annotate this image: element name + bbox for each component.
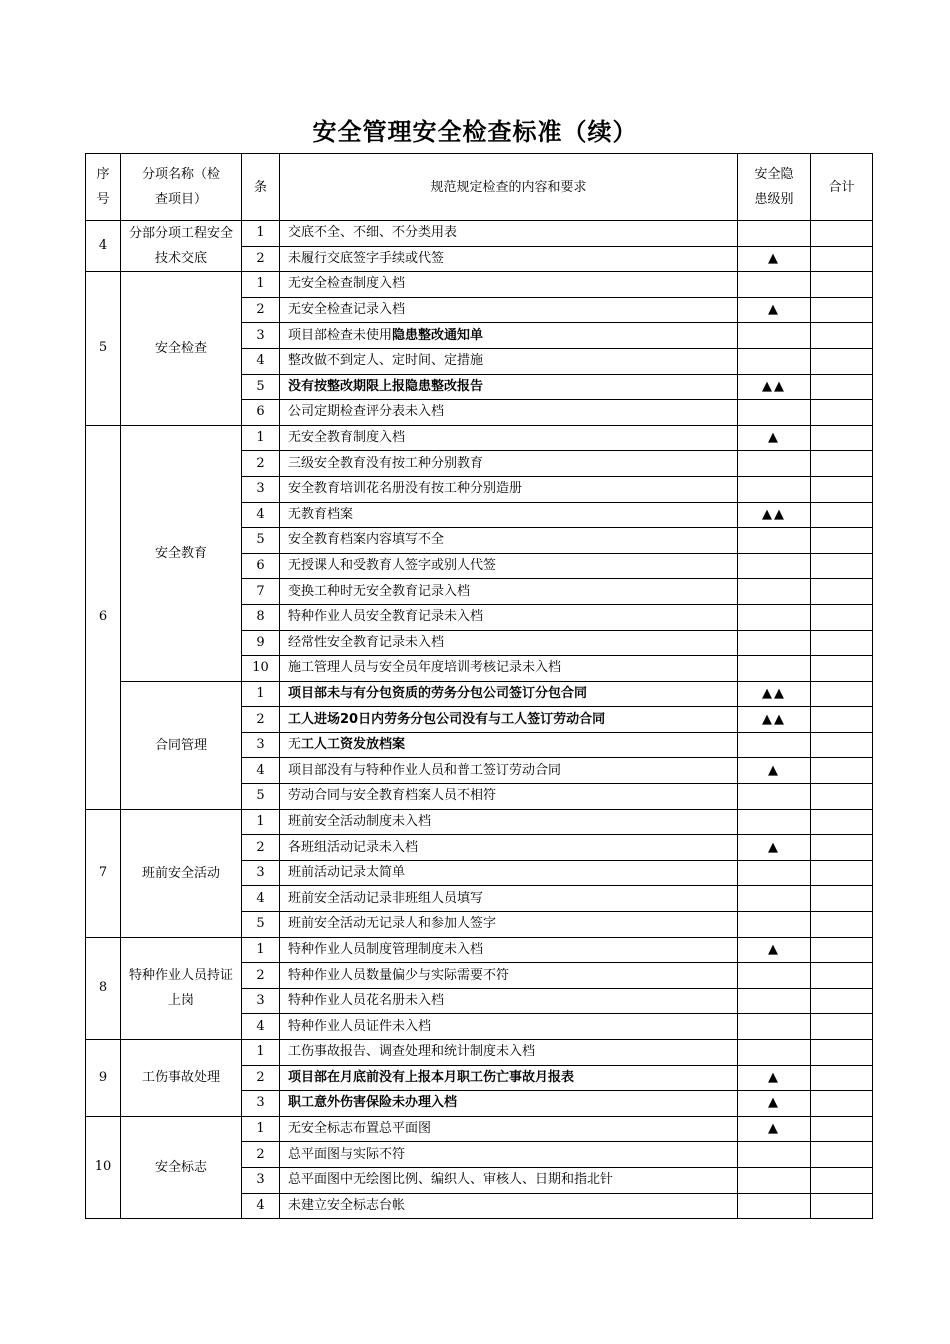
content-text: 班前安全活动记录非班组人员填写 — [288, 890, 484, 906]
total-cell — [811, 604, 873, 630]
total-cell — [811, 1167, 873, 1193]
content-text: 总平面图与实际不符 — [288, 1146, 406, 1162]
hazard-level-cell — [738, 476, 811, 502]
content-cell — [280, 451, 738, 477]
table-row — [86, 425, 873, 451]
content-text: 工伤事故报告、调查处理和统计制度未入档 — [288, 1044, 536, 1060]
content-cell — [280, 681, 738, 707]
content-cell — [280, 809, 738, 835]
content-cell — [280, 323, 738, 349]
total-cell — [811, 912, 873, 938]
hazard-level-cell — [738, 912, 811, 938]
clause-number-cell: 3 — [242, 860, 280, 886]
hazard-level-cell — [738, 860, 811, 886]
table-row — [86, 272, 873, 298]
content-cell — [280, 297, 738, 323]
clause-number-cell: 5 — [242, 912, 280, 938]
clause-number-cell: 10 — [242, 656, 280, 682]
hazard-level-cell — [738, 809, 811, 835]
section-name-cell: 安全教育 — [121, 425, 242, 681]
hazard-level-cell — [738, 451, 811, 477]
content-cell — [280, 630, 738, 656]
header-content: 规范规定检查的内容和要求 — [280, 154, 738, 221]
clause-number-cell: 4 — [242, 502, 280, 528]
hazard-level-cell: ▲ — [738, 835, 811, 861]
total-cell — [811, 272, 873, 298]
header-item: 分项名称（检查项目） — [121, 154, 242, 221]
content-text: 无安全教育制度入档 — [288, 430, 406, 446]
clause-number-cell: 1 — [242, 681, 280, 707]
content-cell — [280, 656, 738, 682]
content-text: 整改做不到定人、定时间、定措施 — [288, 353, 484, 369]
section-name-cell: 合同管理 — [121, 681, 242, 809]
total-cell — [811, 656, 873, 682]
hazard-level-cell — [738, 784, 811, 810]
seq-cell: 7 — [86, 809, 121, 937]
hazard-level-cell — [738, 221, 811, 247]
hazard-level-cell — [738, 630, 811, 656]
total-cell — [811, 784, 873, 810]
content-text: 特种作业人员花名册未入档 — [288, 993, 445, 1009]
clause-number-cell: 2 — [242, 246, 280, 272]
clause-number-cell: 4 — [242, 1193, 280, 1219]
clause-number-cell: 3 — [242, 1167, 280, 1193]
content-cell — [280, 246, 738, 272]
hazard-level-cell — [738, 886, 811, 912]
clause-number-cell: 2 — [242, 963, 280, 989]
content-text: 变换工种时无安全教育记录入档 — [288, 583, 471, 599]
content-cell — [280, 1065, 738, 1091]
hazard-level-cell — [738, 604, 811, 630]
section-name-cell: 特种作业人员持证上岗 — [121, 937, 242, 1039]
hazard-level-cell: ▲ — [738, 246, 811, 272]
hazard-level-cell — [738, 988, 811, 1014]
content-bold-text: 工人工资发放档案 — [301, 737, 406, 753]
content-cell — [280, 528, 738, 554]
content-text: 各班组活动记录未入档 — [288, 839, 419, 855]
hazard-level-cell — [738, 732, 811, 758]
hazard-level-cell — [738, 1193, 811, 1219]
header-level: 安全隐患级别 — [738, 154, 811, 221]
content-text: 项目部没有与特种作业人员和普工签订劳动合同 — [288, 762, 562, 778]
hazard-level-cell — [738, 1167, 811, 1193]
content-text: 工人进场20日内劳务分包公司没有与工人签订劳动合同 — [288, 711, 606, 727]
clause-number-cell: 4 — [242, 758, 280, 784]
content-cell — [280, 348, 738, 374]
content-text: 施工管理人员与安全员年度培训考核记录未入档 — [288, 660, 562, 676]
hazard-level-cell — [738, 348, 811, 374]
content-cell — [280, 374, 738, 400]
hazard-level-cell: ▲▲ — [738, 681, 811, 707]
seq-cell: 8 — [86, 937, 121, 1039]
total-cell — [811, 502, 873, 528]
total-cell — [811, 707, 873, 733]
content-bold-text: 隐患整改通知单 — [392, 327, 484, 343]
hazard-level-cell — [738, 656, 811, 682]
seq-cell: 5 — [86, 272, 121, 426]
content-cell — [280, 937, 738, 963]
hazard-level-cell: ▲ — [738, 937, 811, 963]
hazard-level-cell: ▲ — [738, 1116, 811, 1142]
hazard-level-cell: ▲ — [738, 758, 811, 784]
total-cell — [811, 579, 873, 605]
header-clause: 条 — [242, 154, 280, 221]
content-cell — [280, 1167, 738, 1193]
total-cell — [811, 323, 873, 349]
total-cell — [811, 758, 873, 784]
table-row — [86, 809, 873, 835]
total-cell — [811, 1065, 873, 1091]
clause-number-cell: 1 — [242, 1040, 280, 1066]
content-cell — [280, 963, 738, 989]
clause-number-cell: 2 — [242, 451, 280, 477]
hazard-level-cell — [738, 272, 811, 298]
clause-number-cell: 2 — [242, 835, 280, 861]
seq-cell: 4 — [86, 221, 121, 272]
content-text: 无授课人和受教育人签字或别人代签 — [288, 558, 497, 574]
content-cell — [280, 221, 738, 247]
clause-number-cell: 6 — [242, 553, 280, 579]
clause-number-cell: 5 — [242, 528, 280, 554]
content-cell — [280, 784, 738, 810]
total-cell — [811, 246, 873, 272]
content-text: 未建立安全标志台帐 — [288, 1197, 406, 1213]
hazard-level-cell — [738, 323, 811, 349]
content-cell — [280, 912, 738, 938]
content-text: 未履行交底签字手续或代签 — [288, 250, 445, 266]
total-cell — [811, 1040, 873, 1066]
total-cell — [811, 1116, 873, 1142]
clause-number-cell: 2 — [242, 707, 280, 733]
seq-cell: 9 — [86, 1040, 121, 1117]
section-name-cell: 分部分项工程安全技术交底 — [121, 221, 242, 272]
clause-number-cell: 9 — [242, 630, 280, 656]
header-total: 合计 — [811, 154, 873, 221]
content-cell — [280, 1142, 738, 1168]
total-cell — [811, 374, 873, 400]
clause-number-cell: 5 — [242, 784, 280, 810]
hazard-level-cell: ▲▲ — [738, 707, 811, 733]
content-cell — [280, 732, 738, 758]
total-cell — [811, 988, 873, 1014]
seq-cell: 10 — [86, 1116, 121, 1218]
total-cell — [811, 476, 873, 502]
total-cell — [811, 1142, 873, 1168]
table-row — [86, 937, 873, 963]
clause-number-cell: 2 — [242, 1142, 280, 1168]
content-cell — [280, 707, 738, 733]
total-cell — [811, 1091, 873, 1117]
hazard-level-cell — [738, 1040, 811, 1066]
content-cell — [280, 400, 738, 426]
content-text: 特种作业人员安全教育记录未入档 — [288, 609, 484, 625]
content-text: 项目部未与有分包资质的劳务分包公司签订分包合同 — [288, 685, 588, 701]
total-cell — [811, 400, 873, 426]
content-text: 特种作业人员制度管理制度未入档 — [288, 941, 484, 957]
clause-number-cell: 7 — [242, 579, 280, 605]
content-cell — [280, 886, 738, 912]
total-cell — [811, 835, 873, 861]
clause-number-cell: 3 — [242, 988, 280, 1014]
hazard-level-cell — [738, 579, 811, 605]
clause-number-cell: 3 — [242, 476, 280, 502]
clause-number-cell: 5 — [242, 374, 280, 400]
table-row — [86, 681, 873, 707]
content-cell — [280, 425, 738, 451]
page-title: 安全管理安全检查标准（续） — [312, 118, 638, 146]
content-cell — [280, 860, 738, 886]
hazard-level-cell: ▲▲ — [738, 502, 811, 528]
total-cell — [811, 1014, 873, 1040]
total-cell — [811, 425, 873, 451]
total-cell — [811, 297, 873, 323]
content-cell — [280, 476, 738, 502]
content-cell — [280, 988, 738, 1014]
section-name-cell: 班前安全活动 — [121, 809, 242, 937]
content-cell — [280, 272, 738, 298]
content-cell — [280, 502, 738, 528]
hazard-level-cell — [738, 963, 811, 989]
content-text: 无 — [288, 737, 302, 753]
total-cell — [811, 528, 873, 554]
clause-number-cell: 3 — [242, 1091, 280, 1117]
clause-number-cell: 3 — [242, 323, 280, 349]
clause-number-cell: 8 — [242, 604, 280, 630]
clause-number-cell: 2 — [242, 297, 280, 323]
content-cell — [280, 604, 738, 630]
content-text: 三级安全教育没有按工种分别教育 — [288, 455, 484, 471]
total-cell — [811, 963, 873, 989]
hazard-level-cell — [738, 553, 811, 579]
total-cell — [811, 860, 873, 886]
content-cell — [280, 1116, 738, 1142]
section-name-cell: 安全检查 — [121, 272, 242, 426]
content-text: 职工意外伤害保险未办理入档 — [288, 1095, 458, 1111]
content-text: 经常性安全教育记录未入档 — [288, 634, 445, 650]
content-text: 班前安全活动制度未入档 — [288, 813, 432, 829]
hazard-level-cell: ▲ — [738, 1091, 811, 1117]
hazard-level-cell — [738, 528, 811, 554]
clause-number-cell: 1 — [242, 425, 280, 451]
hazard-level-cell: ▲▲ — [738, 374, 811, 400]
content-text: 交底不全、不细、不分类用表 — [288, 225, 458, 241]
content-text: 总平面图中无绘图比例、编织人、审核人、日期和指北针 — [288, 1172, 614, 1188]
total-cell — [811, 348, 873, 374]
header-row — [86, 154, 873, 221]
clause-number-cell: 6 — [242, 400, 280, 426]
total-cell — [811, 1193, 873, 1219]
clause-number-cell: 4 — [242, 1014, 280, 1040]
total-cell — [811, 732, 873, 758]
content-text: 特种作业人员证件未入档 — [288, 1018, 432, 1034]
content-text: 无教育档案 — [288, 506, 354, 522]
total-cell — [811, 937, 873, 963]
hazard-level-cell — [738, 1014, 811, 1040]
clause-number-cell: 1 — [242, 221, 280, 247]
clause-number-cell: 4 — [242, 886, 280, 912]
content-cell — [280, 835, 738, 861]
content-text: 无安全检查制度入档 — [288, 276, 406, 292]
total-cell — [811, 630, 873, 656]
hazard-level-cell: ▲ — [738, 297, 811, 323]
total-cell — [811, 451, 873, 477]
content-text: 项目部检查未使用 — [288, 327, 393, 343]
section-name-cell: 安全标志 — [121, 1116, 242, 1218]
hazard-level-cell — [738, 1142, 811, 1168]
clause-number-cell: 1 — [242, 272, 280, 298]
clause-number-cell: 1 — [242, 809, 280, 835]
hazard-level-cell — [738, 400, 811, 426]
content-text: 班前安全活动无记录人和参加人签字 — [288, 916, 497, 932]
content-text: 安全教育培训花名册没有按工种分别造册 — [288, 481, 523, 497]
content-cell — [280, 1040, 738, 1066]
hazard-level-cell: ▲ — [738, 425, 811, 451]
content-cell — [280, 579, 738, 605]
content-cell — [280, 553, 738, 579]
content-text: 项目部在月底前没有上报本月职工伤亡事故月报表 — [288, 1069, 575, 1085]
table-row — [86, 1116, 873, 1142]
clause-number-cell: 3 — [242, 732, 280, 758]
content-text: 劳动合同与安全教育档案人员不相符 — [288, 788, 497, 804]
clause-number-cell: 2 — [242, 1065, 280, 1091]
content-text: 班前活动记录太简单 — [288, 865, 406, 881]
header-seq: 序号 — [86, 154, 121, 221]
clause-number-cell: 4 — [242, 348, 280, 374]
content-cell — [280, 758, 738, 784]
total-cell — [811, 221, 873, 247]
content-text: 无安全检查记录入档 — [288, 302, 406, 318]
content-cell — [280, 1091, 738, 1117]
content-cell — [280, 1193, 738, 1219]
content-text: 没有按整改期限上报隐患整改报告 — [288, 378, 484, 394]
table-row — [86, 1040, 873, 1066]
content-text: 无安全标志布置总平面图 — [288, 1121, 432, 1137]
total-cell — [811, 681, 873, 707]
content-text: 安全教育档案内容填写不全 — [288, 532, 445, 548]
hazard-level-cell: ▲ — [738, 1065, 811, 1091]
total-cell — [811, 809, 873, 835]
section-name-cell: 工伤事故处理 — [121, 1040, 242, 1117]
seq-cell: 6 — [86, 425, 121, 809]
total-cell — [811, 553, 873, 579]
table-row — [86, 221, 873, 247]
content-text: 公司定期检查评分表未入档 — [288, 404, 445, 420]
content-text: 特种作业人员数量偏少与实际需要不符 — [288, 967, 510, 983]
clause-number-cell: 1 — [242, 937, 280, 963]
content-cell — [280, 1014, 738, 1040]
inspection-table — [85, 153, 873, 1219]
total-cell — [811, 886, 873, 912]
clause-number-cell: 1 — [242, 1116, 280, 1142]
